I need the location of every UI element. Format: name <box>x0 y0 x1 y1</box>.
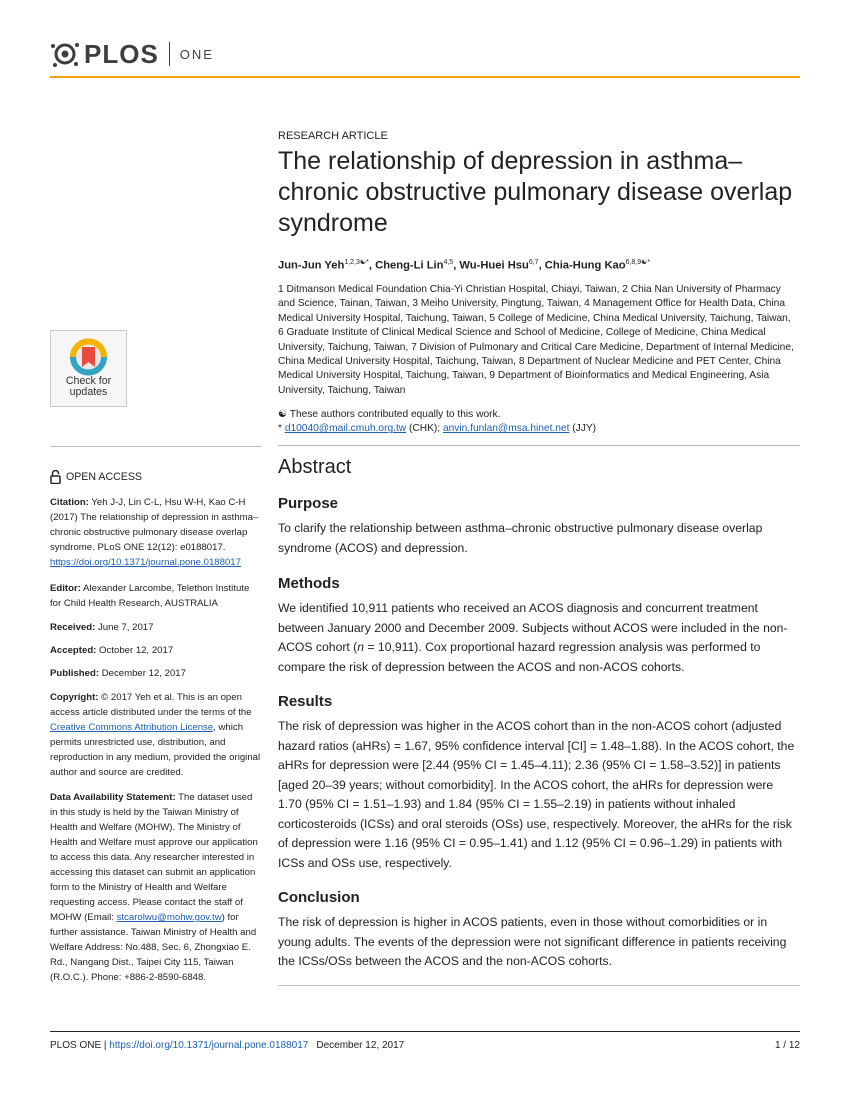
purpose-heading: Purpose <box>278 495 339 512</box>
email-owner-jjy: (JJY) <box>569 423 597 435</box>
correspondence-line <box>278 422 798 436</box>
methods-text-start: We identified 10,911 patients who received an ACOS diagnosis and concurrent treatment between January 2000 and December 2009. Subjects without ACOS were included in the non-ACOS cohort ( <box>278 601 788 654</box>
footer-doi-link[interactable]: https://doi.org/10.1371/journal.pone.0188017 <box>109 1040 309 1051</box>
mohw-email-link[interactable]: stcarolwu@mohw.gov.tw <box>116 912 222 923</box>
article-type: RESEARCH ARTICLE <box>278 130 388 142</box>
results-text: The risk of depression was higher in the ACOS cohort than in the non-ACOS cohort (adjusted hazard ratios (aHRs) = 1.67, 95% confidence interval [CI] = 1.48–1.88). In the ACOS cohort, the aHRs for depression were [2.44 (95% CI = 1.45–4.11); 2.36 (95% CI = 1.58–3.52)] in patients [aged 20–39 years; without comorbidity]. In the ACOS cohort, the aHRs for depression were 1.70 (95% CI = 1.51–1.93) and 1.84 (95% CI = 1.55–2.19) in patients without inhaled corticosteroids (ICSs) and oral steroids (OSs) use, respectively. Moreover, the aHRs for the risk of depression were 1.16 (95% CI = 0.95–1.41) and 1.12 (95% CI = 0.96–1.29) in patients with ICSs and OSs use, respectively. <box>278 719 795 870</box>
conclusion-text: The risk of depression is higher in ACOS patients, even in those without comorbidities or in young adults. The events of the depression were not significant difference in patients receiving the ICSs/OSs between the ACOS and the non-ACOS cohorts. <box>278 915 787 968</box>
plos-brand-text: PLOS <box>84 38 159 69</box>
equal-contribution-note: ☯ These authors contributed equally to this work. <box>278 409 501 420</box>
received-date: June 7, 2017 <box>95 622 154 633</box>
abstract-bottom-rule <box>278 985 800 986</box>
methods-text-end: = 10,911). Cox proportional hazard regression analysis was performed to compare the risk of depression between the ACOS and non-ACOS cohorts. <box>278 640 761 674</box>
check-for-updates-label <box>50 376 127 398</box>
author-sep: , <box>538 259 545 272</box>
journal-name: ONE <box>179 46 214 62</box>
methods-n-symbol: n <box>357 640 365 654</box>
accepted-date: October 12, 2017 <box>96 645 174 656</box>
correspondence-star: * <box>278 423 282 435</box>
crossmark-icon <box>51 333 126 381</box>
author-name[interactable]: Wu-Huei Hsu <box>459 259 529 272</box>
header-rule <box>50 76 800 78</box>
page-number: 1 / 12 <box>774 1040 800 1051</box>
open-access-label: OPEN ACCESS <box>66 471 142 483</box>
plos-logo-icon <box>50 39 80 69</box>
methods-heading: Methods <box>278 575 340 592</box>
accepted-label: Accepted: <box>50 645 97 656</box>
article-title: The relationship of depression in asthma–chronic obstructive pulmonary disease overlap syndrome <box>278 147 793 237</box>
data-availability-text-end: ) for further assistance. Taiwan Ministry of Health and Welfare Address: No.488, Sec. 6, Zhongxiao E. Rd., Nangang Dist., Taipei City 115, Taiwan (R.O.C.). Phone: +886-2-8590-6848. <box>50 912 257 983</box>
author-affil-sup: 6,8,9☯* <box>625 259 651 266</box>
abstract-top-rule <box>278 445 800 446</box>
plos-one-logo <box>50 38 214 70</box>
author-affil-sup: 4,5 <box>443 259 454 266</box>
editor-text: Alexander Larcombe, Telethon Institute for Child Health Research, AUSTRALIA <box>50 583 250 609</box>
author-affil-sup: 1,2,3☯* <box>344 259 369 266</box>
accepted-block <box>50 643 262 658</box>
author-sep: , <box>453 259 460 272</box>
affiliations: 1 Ditmanson Medical Foundation Chia-Yi Christian Hospital, Chiayi, Taiwan, 2 Chia Nan University of Pharmacy and Science, Tainan, Taiwan, 3 Meiho University, Pingtung, Taiwan, 4 Management Office for Health Data, China Medical University Hospital, Taichung, Taiwan, 5 College of Medicine, China Medical University, Taichung, Taiwan, 6 Graduate Institute of Clinical Medical Science and School of Medicine, College of Medicine, China Medical University, Taichung, Taiwan, 7 Division of Pulmonary and Critical Care Medicine, Department of Internal Medicine, China Medical University Hospital, Taichung, Taiwan, 8 Department of Nuclear Medicine and PET Center, China Medical University Hospital, Taichung, Taiwan, 9 Department of Bioinformatics and Medical Engineering, Asia University, Taichung, Taiwan <box>278 284 794 396</box>
data-availability-text: The dataset used in this study is held by the Taiwan Ministry of Health and Welfare (MOHW). The Ministry of Health and Welfare must approve our application to access this data. Any researcher interested in accessing this dataset can submit an application form to the Ministry of Health and Welfare requesting access. Please contact the staff of MOHW (Email: <box>50 792 258 923</box>
open-lock-icon <box>50 470 61 484</box>
purpose-text: To clarify the relationship between asthma–chronic obstructive pulmonary disease overlap syndrome (ACOS) and depression. <box>278 521 763 555</box>
author-name[interactable]: Cheng-Li Lin <box>375 259 444 272</box>
author-notes <box>278 408 798 437</box>
abstract-heading: Abstract <box>278 456 352 478</box>
copyright-text-end: , which permits unrestricted use, distribution, and reproduction in any medium, provided the original author and source are credited. <box>50 722 261 778</box>
author-sep: , <box>368 259 376 272</box>
page-footer <box>50 1040 404 1051</box>
check-for-updates-line1: Check for <box>65 375 112 387</box>
methods-text <box>278 599 800 677</box>
received-label: Received: <box>50 622 96 633</box>
email-owner-chk: (CHK); <box>406 423 443 435</box>
conclusion-heading: Conclusion <box>278 889 360 906</box>
citation-label: Citation: <box>50 497 89 508</box>
data-availability-label: Data Availability Statement: <box>50 792 176 803</box>
editor-label: Editor: <box>50 583 81 594</box>
published-block <box>50 666 262 681</box>
footer-rule <box>50 1031 800 1032</box>
received-block <box>50 620 262 635</box>
open-access-badge <box>50 470 142 484</box>
editor-block <box>50 581 262 611</box>
author-name[interactable]: Jun-Jun Yeh <box>278 259 345 272</box>
copyright-label: Copyright: <box>50 692 99 703</box>
published-date: December 12, 2017 <box>99 668 186 679</box>
footer-date: December 12, 2017 <box>316 1040 405 1051</box>
citation-doi-link[interactable]: https://doi.org/10.1371/journal.pone.0188017 <box>50 557 241 568</box>
results-heading: Results <box>278 693 333 710</box>
footer-journal: PLOS ONE | <box>50 1040 110 1051</box>
citation-text: Yeh J-J, Lin C-L, Hsu W-H, Kao C-H (2017) The relationship of depression in asthma–chronic obstructive pulmonary disease overlap syndrome. PLoS ONE 12(12): e0188017. <box>50 497 259 553</box>
citation-block <box>50 495 262 570</box>
author-affil-sup: 6,7 <box>528 259 539 266</box>
copyright-text: © 2017 Yeh et al. This is an open access article distributed under the terms of the <box>50 692 252 718</box>
sidebar-rule <box>50 446 262 447</box>
author-name[interactable]: Chia-Hung Kao <box>544 259 626 272</box>
email-link-jjy[interactable]: anvin.funlan@msa.hinet.net <box>442 423 570 435</box>
published-label: Published: <box>50 668 100 679</box>
author-list <box>278 258 650 272</box>
email-link-chk[interactable]: d10040@mail.cmuh.org.tw <box>284 423 407 435</box>
check-for-updates-line2: updates <box>69 386 108 398</box>
logo-divider <box>169 42 170 66</box>
data-availability-block <box>50 790 262 985</box>
license-link[interactable]: Creative Commons Attribution License <box>50 722 214 733</box>
copyright-block <box>50 690 262 780</box>
